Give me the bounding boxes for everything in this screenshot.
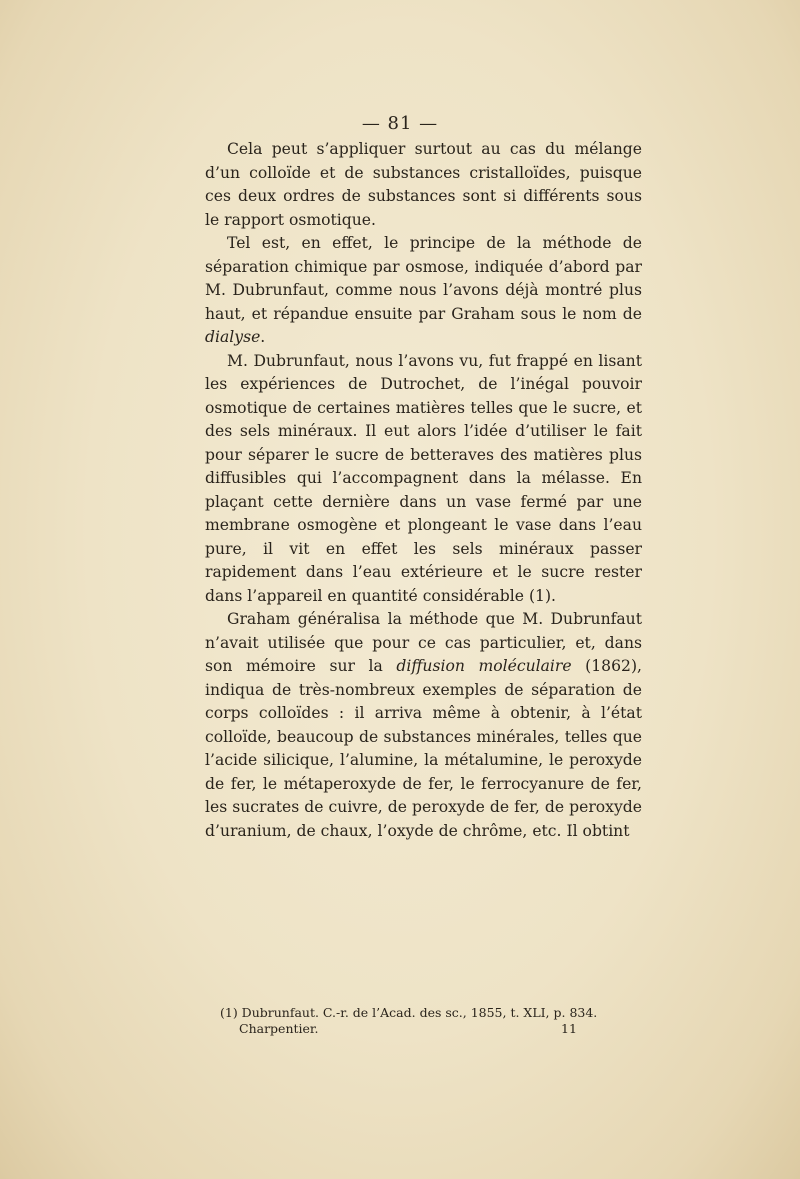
body-text — [205, 138, 642, 843]
footnote — [220, 1002, 650, 1023]
paragraph-2 — [205, 232, 642, 350]
paragraph-2-text: Tel est, en effet, le principe de la méthode de séparation chimique par osmose, indiquée d’abord par M. Dubrunfaut, comme nous l’avons déjà montré plus haut, et répandue ensuite par Graham sous le nom de — [205, 234, 642, 323]
paragraph-2-italic: dialyse — [205, 328, 261, 346]
footnote-text: (1) Dubrunfaut. C.-r. de l’Acad. des sc., 1855, t. XLI, p. 834. — [220, 1005, 598, 1020]
paragraph-4-italic: diffusion moléculaire — [396, 657, 572, 675]
paragraph-3-text: M. Dubrunfaut, nous l’avons vu, fut frappé en lisant les expériences de Dutrochet, de l’inégal pouvoir osmotique de certaines matières telles que le sucre, et des sels minéraux. Il eut alors l’idée d’utiliser le fait pour séparer le sucre de betteraves des matières plus diffusibles qui l’accompagnent dans la mélasse. En plaçant cette dernière dans un vase fermé par une membrane osmogène et plongeant le vase dans l’eau pure, il vit en effet les sels minéraux passer rapidement dans l’eau extérieure et le sucre rester dans l’appareil en quantité considérable (1). — [205, 351, 642, 605]
paragraph-2-end: . — [260, 328, 266, 346]
paragraph-4-end: (1862), indiqua de très-nombreux exemples de séparation de corps colloïdes : il arriva même à obtenir, à l’état colloïde, beaucoup de substances minérales, telles que l’acide silicique, l’alumine, la métalumine, le peroxyde de fer, le métaperoxyde de fer, le ferrocyanure de fer, les sucrates de cuivre, de peroxyde de fer, de peroxyde d’uranium, de chaux, l’oxyde de chrôme, etc. Il obtint — [205, 657, 642, 840]
page-number: — 81 — — [361, 113, 439, 134]
paragraph-4 — [205, 608, 642, 843]
paragraph-4-text: Graham généralisa la méthode que M. Dubrunfaut n’avait utilisée que pour ce cas particulier, et, dans son mémoire sur la — [205, 610, 642, 675]
paragraph-1 — [205, 138, 642, 232]
paragraph-3 — [205, 350, 642, 609]
signature-sheet-number: 11 — [561, 1021, 577, 1036]
signature-author: Charpentier. — [239, 1021, 319, 1036]
paragraph-1-text: Cela peut s’appliquer surtout au cas du mélange d’un colloïde et de substances cristalloïdes, puisque ces deux ordres de substances sont si différents sous le rapport osmotique. — [205, 140, 642, 229]
